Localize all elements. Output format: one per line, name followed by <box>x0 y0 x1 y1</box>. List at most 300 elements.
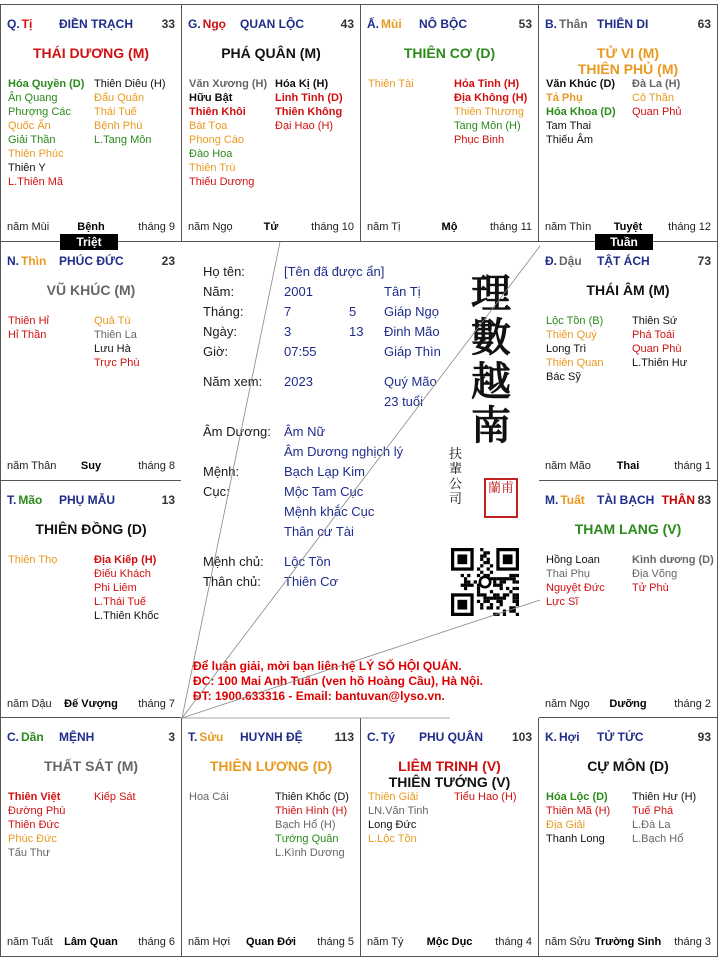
palace-branch <box>545 17 588 31</box>
small-char: 扶 <box>449 447 463 462</box>
main-stars <box>543 521 713 537</box>
stars-left <box>546 553 605 609</box>
minor-star: Thiên Đức <box>8 819 60 831</box>
calligraphy-char: 數 <box>471 314 511 361</box>
palace-branch <box>545 254 582 268</box>
minor-star: Thiên Khốc (D) <box>275 791 349 803</box>
info-v3: Giáp Thìn <box>384 344 441 359</box>
footer-month: tháng 1 <box>674 460 711 472</box>
info-v3: Tân Tị <box>384 284 421 299</box>
minor-star: Tang Môn (H) <box>454 120 521 132</box>
red-seal-stamp: 蘭甫 <box>484 478 518 518</box>
branch-name: Dậu <box>559 254 582 268</box>
stars-left <box>189 77 267 189</box>
minor-star: Thiên Không <box>275 106 343 118</box>
palace-header <box>367 730 532 746</box>
minor-star: Thiếu Âm <box>546 134 594 146</box>
main-star: THIÊN LƯƠNG (D) <box>209 758 333 774</box>
minor-star: Thiên Tài <box>368 78 414 90</box>
palace-cell-hoi <box>538 717 718 957</box>
branch-stem: Q. <box>7 17 20 31</box>
main-star: THIÊN PHỦ (M) <box>577 61 679 77</box>
calligraphy-logo <box>471 272 511 448</box>
palace-header <box>367 17 532 33</box>
footer-stage: Tử <box>263 221 279 233</box>
minor-star: Cô Thần <box>632 92 674 104</box>
palace-name: QUAN LỘC <box>240 17 304 31</box>
palace-footer <box>7 698 175 712</box>
palace-branch <box>188 17 226 31</box>
footer-year: năm Tuất <box>7 936 53 948</box>
minor-star: Thái Tuế <box>94 106 137 118</box>
minor-star: Tấu Thư <box>8 847 51 859</box>
minor-star: Lực Sĩ <box>546 596 579 608</box>
info-v1: Mộc Tam Cục <box>284 484 364 499</box>
contact-line-1: Để luận giải, mời bạn liên hệ LÝ SỐ HỘI QUÁN. <box>193 659 462 673</box>
minor-star: Thiên Quan <box>546 357 604 369</box>
minor-star: Long Đức <box>368 819 417 831</box>
minor-star: Đào Hoa <box>189 148 233 160</box>
minor-star: Tử Phù <box>632 582 669 594</box>
than-marker: THÂN <box>661 493 695 507</box>
palace-cell-mui <box>360 4 539 242</box>
qr-code-icon <box>451 548 519 616</box>
branch-name: Tuất <box>560 493 585 507</box>
stars-right <box>94 790 136 804</box>
main-stars <box>543 282 713 298</box>
stars-right <box>454 77 527 147</box>
minor-star: Thiên Sứ <box>632 315 678 327</box>
info-v1: Âm Dương nghịch lý <box>284 444 404 459</box>
footer-year: năm Mão <box>545 460 591 472</box>
palace-header <box>7 493 175 509</box>
stars-left <box>368 790 429 846</box>
minor-star: Thanh Long <box>546 833 605 845</box>
palace-footer <box>367 221 532 235</box>
footer-stage: Suy <box>80 460 102 472</box>
branch-name: Ngọ <box>202 17 226 31</box>
footer-month: tháng 11 <box>489 221 532 233</box>
branch-stem: N. <box>7 254 19 268</box>
info-v3: Giáp Ngọ <box>384 304 439 319</box>
minor-star: Hữu Bật <box>189 92 233 104</box>
stars-right <box>632 314 687 370</box>
main-stars <box>5 758 177 774</box>
palace-name: PHU QUÂN <box>419 730 484 744</box>
footer-year: năm Ngọ <box>188 221 233 233</box>
footer-year: năm Sửu <box>545 936 591 948</box>
palace-branch <box>7 254 46 268</box>
stars-left <box>8 314 49 342</box>
branch-stem: Đ. <box>545 254 557 268</box>
palace-number: 13 <box>161 493 175 507</box>
minor-star: Phong Cáo <box>189 134 245 146</box>
main-star: PHÁ QUÂN (M) <box>221 45 321 61</box>
palace-name: PHÚC ĐỨC <box>59 254 124 268</box>
minor-star: Đà La (H) <box>632 78 681 90</box>
minor-star: L.Tang Môn <box>94 134 152 146</box>
palace-branch <box>367 730 395 744</box>
palace-header <box>545 730 711 746</box>
footer-month: tháng 3 <box>674 936 711 948</box>
minor-star: Thiên Hư (H) <box>632 791 697 803</box>
minor-star: L.Lộc Tồn <box>368 833 417 845</box>
palace-name: MỆNH <box>59 730 95 744</box>
info-label: Họ tên: <box>203 264 245 279</box>
palace-name: HUYNH ĐỆ <box>240 730 303 744</box>
main-stars <box>5 282 177 298</box>
branch-name: Thìn <box>21 254 47 268</box>
palace-branch <box>7 17 32 31</box>
branch-name: Hợi <box>559 730 580 744</box>
minor-star: Phi Liêm <box>94 582 137 594</box>
palace-name: PHỤ MẪU <box>59 493 115 507</box>
main-star: LIÊM TRINH (V) <box>398 758 501 774</box>
footer-month: tháng 6 <box>138 936 175 948</box>
info-v1: 07:55 <box>284 344 317 359</box>
main-star: THIÊN TƯỚNG (V) <box>388 774 511 790</box>
minor-star: Hóa Lộc (D) <box>546 791 608 803</box>
info-v3: Quý Mão <box>384 374 437 389</box>
small-char: 司 <box>449 492 463 507</box>
palace-header <box>7 17 175 33</box>
palace-number: 93 <box>697 730 711 744</box>
branch-stem: K. <box>545 730 557 744</box>
minor-star: L.Thiên Khốc <box>94 610 159 622</box>
minor-star: Hỏa Tinh (H) <box>454 78 520 90</box>
footer-year: năm Mùi <box>7 221 50 233</box>
footer-year: năm Tý <box>367 936 404 948</box>
palace-number: 53 <box>518 17 532 31</box>
footer-stage: Thai <box>616 460 640 472</box>
footer-month: tháng 2 <box>674 698 711 710</box>
palace-name: TỬ TỨC <box>597 730 644 744</box>
stars-right <box>94 77 166 147</box>
minor-star: Kình dương (D) <box>632 554 714 566</box>
footer-year: năm Hợi <box>188 936 231 948</box>
stars-right <box>94 553 159 623</box>
minor-star: Thiên Khôi <box>189 106 246 118</box>
palace-cell-dau <box>538 241 718 481</box>
palace-header <box>545 493 711 509</box>
minor-star: L.Bạch Hổ <box>632 833 684 845</box>
palace-number: 113 <box>334 730 354 744</box>
branch-stem: M. <box>545 493 559 507</box>
branch-name: Tị <box>21 17 33 31</box>
palace-branch <box>188 730 223 744</box>
footer-stage: Bệnh <box>77 221 105 233</box>
main-star: VŨ KHÚC (M) <box>46 282 136 298</box>
contact-line-2: ĐC: 100 Mai Anh Tuấn (ven hồ Hoàng Cầu), Hà Nội. <box>193 674 484 688</box>
minor-star: Bạch Hổ (H) <box>275 819 336 831</box>
info-v2: 13 <box>349 324 364 339</box>
minor-star: Thiếu Dương <box>189 176 255 188</box>
minor-star: Quả Tú <box>94 315 131 327</box>
footer-stage: Trường Sinh <box>594 936 662 948</box>
palace-name: TÀI BẠCH <box>597 493 655 507</box>
palace-number: 63 <box>697 17 711 31</box>
info-v1: Âm Nữ <box>284 424 326 439</box>
info-label: Giờ: <box>203 344 229 359</box>
main-star: TỬ VI (M) <box>596 45 660 61</box>
info-v3: 23 tuổi <box>384 394 424 409</box>
minor-star: Đại Hao (H) <box>275 120 334 132</box>
center-info-panel <box>181 242 539 718</box>
stars-right <box>632 790 696 846</box>
footer-year: năm Thân <box>7 460 57 472</box>
minor-star: Tướng Quân <box>275 833 339 845</box>
branch-name: Sửu <box>199 730 224 744</box>
palace-number: 23 <box>161 254 175 268</box>
minor-star: Thiên Trù <box>189 162 236 174</box>
minor-star: Ân Quang <box>8 92 58 104</box>
palace-number: 73 <box>697 254 711 268</box>
footer-month: tháng 10 <box>311 221 354 233</box>
minor-star: Hồng Loan <box>546 554 600 566</box>
stars-left <box>189 790 229 804</box>
minor-star: Phục Binh <box>454 134 505 146</box>
info-label: Năm xem: <box>203 374 263 389</box>
branch-stem: C. <box>7 730 19 744</box>
minor-star: Hóa Kị (H) <box>275 78 329 90</box>
info-v1: Lộc Tồn <box>284 554 331 569</box>
palace-cell-ty <box>360 717 539 957</box>
main-stars <box>5 521 177 537</box>
calligraphy-char: 南 <box>471 402 511 449</box>
main-stars <box>5 45 177 61</box>
minor-star: Long Trì <box>546 343 587 355</box>
palace-number: 103 <box>511 730 532 744</box>
palace-footer <box>188 221 354 235</box>
minor-star: Địa Giải <box>546 819 586 831</box>
footer-stage: Mộ <box>441 221 458 233</box>
info-v1: 2001 <box>284 284 313 299</box>
footer-month: tháng 9 <box>138 221 175 233</box>
calligraphy-char: 理 <box>471 270 511 317</box>
palace-cell-mao <box>0 480 182 719</box>
minor-star: Quan Phủ <box>632 106 682 118</box>
info-label: Cục: <box>203 484 230 499</box>
main-stars <box>365 45 534 61</box>
minor-star: Địa Kiếp (H) <box>94 554 157 566</box>
footer-stage: Đế Vượng <box>64 698 118 710</box>
info-label: Năm: <box>203 284 235 299</box>
branch-name: Mùi <box>381 17 402 31</box>
minor-star: Thiên Mã (H) <box>546 805 611 817</box>
stars-right <box>632 553 714 595</box>
branch-stem: G. <box>188 17 201 31</box>
minor-star: L.Đà La <box>632 819 671 831</box>
minor-star: Tam Thai <box>546 120 592 132</box>
stars-right <box>275 77 343 133</box>
palace-number: 3 <box>168 730 175 744</box>
palace-branch <box>545 493 585 507</box>
minor-star: Hỉ Thần <box>8 329 47 341</box>
minor-star: Địa Võng <box>632 568 678 580</box>
footer-stage: Lâm Quan <box>64 936 118 948</box>
stars-right <box>94 314 139 370</box>
minor-star: Quốc Ấn <box>8 120 51 132</box>
stars-right <box>275 790 349 860</box>
palace-name: THIÊN DI <box>597 17 649 31</box>
minor-star: Bát Tọa <box>189 120 228 132</box>
info-v1: [Tên đã được ẩn] <box>284 264 385 279</box>
palace-branch <box>545 730 580 744</box>
palace-footer <box>545 460 711 474</box>
main-star: THÁI DƯƠNG (M) <box>32 45 150 61</box>
palace-header <box>545 17 711 33</box>
stars-left <box>546 790 610 846</box>
calligraphy-char: 越 <box>471 358 511 405</box>
palace-cell-tuat <box>538 480 718 719</box>
minor-star: Phượng Các <box>8 106 71 118</box>
info-v1: Thiên Cơ <box>284 574 339 589</box>
palace-number: 43 <box>340 17 354 31</box>
main-star: THẤT SÁT (M) <box>43 758 139 774</box>
minor-star: Phá Toái <box>632 329 675 341</box>
main-stars <box>543 45 713 77</box>
minor-star: LN.Văn Tinh <box>368 805 429 817</box>
main-star: THAM LANG (V) <box>574 521 682 537</box>
stars-left <box>8 553 57 567</box>
info-label: Mệnh chủ: <box>203 554 264 569</box>
branch-name: Tý <box>381 730 396 744</box>
palace-cell-than <box>538 4 718 242</box>
palace-cell-suu <box>181 717 361 957</box>
minor-star: Thiên Phúc <box>8 148 64 160</box>
minor-star: Tuế Phá <box>632 805 674 817</box>
minor-star: Thiên Thương <box>454 106 525 118</box>
calligraphy-small-text <box>449 447 462 507</box>
minor-star: Thiên Diêu (H) <box>94 78 166 90</box>
palace-footer <box>545 936 711 950</box>
main-star: THIÊN CƠ (D) <box>403 45 496 61</box>
minor-star: Hóa Khoa (D) <box>546 106 616 118</box>
palace-number: 83 <box>697 493 711 507</box>
palace-name: NÔ BỘC <box>419 17 467 31</box>
minor-star: Phúc Đức <box>8 833 57 845</box>
branch-name: Mão <box>18 493 43 507</box>
minor-star: Kiếp Sát <box>94 791 136 803</box>
stars-left <box>368 77 414 91</box>
tuan-marker: Tuần <box>595 234 653 250</box>
minor-star: Thai Phụ <box>546 568 591 580</box>
footer-month: tháng 12 <box>668 221 711 233</box>
minor-star: Linh Tinh (D) <box>275 92 343 104</box>
stars-left <box>546 77 616 147</box>
footer-stage: Quan Đới <box>246 936 296 948</box>
palace-branch <box>7 730 44 744</box>
palace-footer <box>7 936 175 950</box>
minor-star: Hoa Cái <box>189 791 229 803</box>
minor-star: Điếu Khách <box>94 568 151 580</box>
minor-star: Đẩu Quân <box>94 92 145 104</box>
minor-star: Thiên Việt <box>8 791 61 803</box>
minor-star: Thiên Y <box>8 162 46 174</box>
minor-star: Tả Phụ <box>546 92 583 104</box>
palace-number: 33 <box>161 17 175 31</box>
palace-header <box>7 730 175 746</box>
palace-footer <box>545 221 711 235</box>
palace-cell-ngo <box>181 4 361 242</box>
contact-line-3: ĐT: 1900.633316 - Email: bantuvan@lyso.vn. <box>193 689 445 703</box>
info-v1: 7 <box>284 304 292 319</box>
main-stars <box>543 758 713 774</box>
branch-stem: T. <box>188 730 198 744</box>
palace-header <box>188 17 354 33</box>
info-label: Tháng: <box>203 304 244 319</box>
footer-stage: Mộc Dục <box>426 936 473 948</box>
minor-star: Nguyệt Đức <box>546 582 605 594</box>
palace-header <box>545 254 711 270</box>
footer-stage: Tuyệt <box>613 221 643 233</box>
footer-year: năm Tị <box>367 221 401 233</box>
main-stars <box>365 758 534 790</box>
branch-name: Dần <box>21 730 44 744</box>
footer-year: năm Ngọ <box>545 698 590 710</box>
info-label: Mệnh: <box>203 464 240 479</box>
main-star: CỰ MÔN (D) <box>587 758 669 774</box>
palace-name: TẬT ÁCH <box>597 254 650 268</box>
palace-header <box>7 254 175 270</box>
palace-header <box>188 730 354 746</box>
palace-footer <box>7 221 175 235</box>
minor-star: Địa Không (H) <box>454 92 528 104</box>
branch-stem: Ấ. <box>367 17 379 31</box>
info-v2: 5 <box>349 304 357 319</box>
minor-star: L.Thiên Hư <box>632 357 688 369</box>
minor-star: Trực Phù <box>94 357 140 369</box>
footer-month: tháng 8 <box>138 460 175 472</box>
stars-left <box>8 77 84 189</box>
minor-star: L.Thái Tuế <box>94 596 146 608</box>
stars-left <box>8 790 65 860</box>
minor-star: Văn Khúc (D) <box>546 78 616 90</box>
triet-marker: Triệt <box>60 234 118 250</box>
minor-star: Thiên Thọ <box>8 554 58 566</box>
minor-star: Bác Sỹ <box>546 371 581 383</box>
minor-star: Hóa Quyền (D) <box>8 78 85 90</box>
main-star: THÁI ÂM (M) <box>586 282 670 298</box>
palace-footer <box>545 698 711 712</box>
branch-name: Thân <box>559 17 588 31</box>
minor-star: Lộc Tồn (B) <box>546 315 604 327</box>
minor-star: Tiểu Hao (H) <box>454 791 517 803</box>
info-label: Ngày: <box>203 324 237 339</box>
minor-star: Lưu Hà <box>94 343 131 355</box>
main-star: THIÊN ĐỒNG (D) <box>35 521 147 537</box>
footer-stage: Dưỡng <box>609 698 647 710</box>
stars-right <box>454 790 517 804</box>
palace-footer <box>188 936 354 950</box>
info-v1: 3 <box>284 324 292 339</box>
info-v1: Mệnh khắc Cục <box>284 504 375 519</box>
palace-branch <box>7 493 42 507</box>
palace-cell-ti <box>0 4 182 242</box>
palace-branch <box>367 17 402 31</box>
stars-left <box>546 314 603 384</box>
palace-footer <box>7 460 175 474</box>
minor-star: Thiên Giải <box>368 791 419 803</box>
palace-cell-dan <box>0 717 182 957</box>
footer-month: tháng 7 <box>138 698 175 710</box>
stars-right <box>632 77 682 119</box>
minor-star: Giải Thần <box>8 134 56 146</box>
info-v1: 2023 <box>284 374 313 389</box>
minor-star: Đường Phù <box>8 805 66 817</box>
info-v1: Bạch Lạp Kim <box>284 464 365 479</box>
info-label: Âm Dương: <box>203 424 271 439</box>
